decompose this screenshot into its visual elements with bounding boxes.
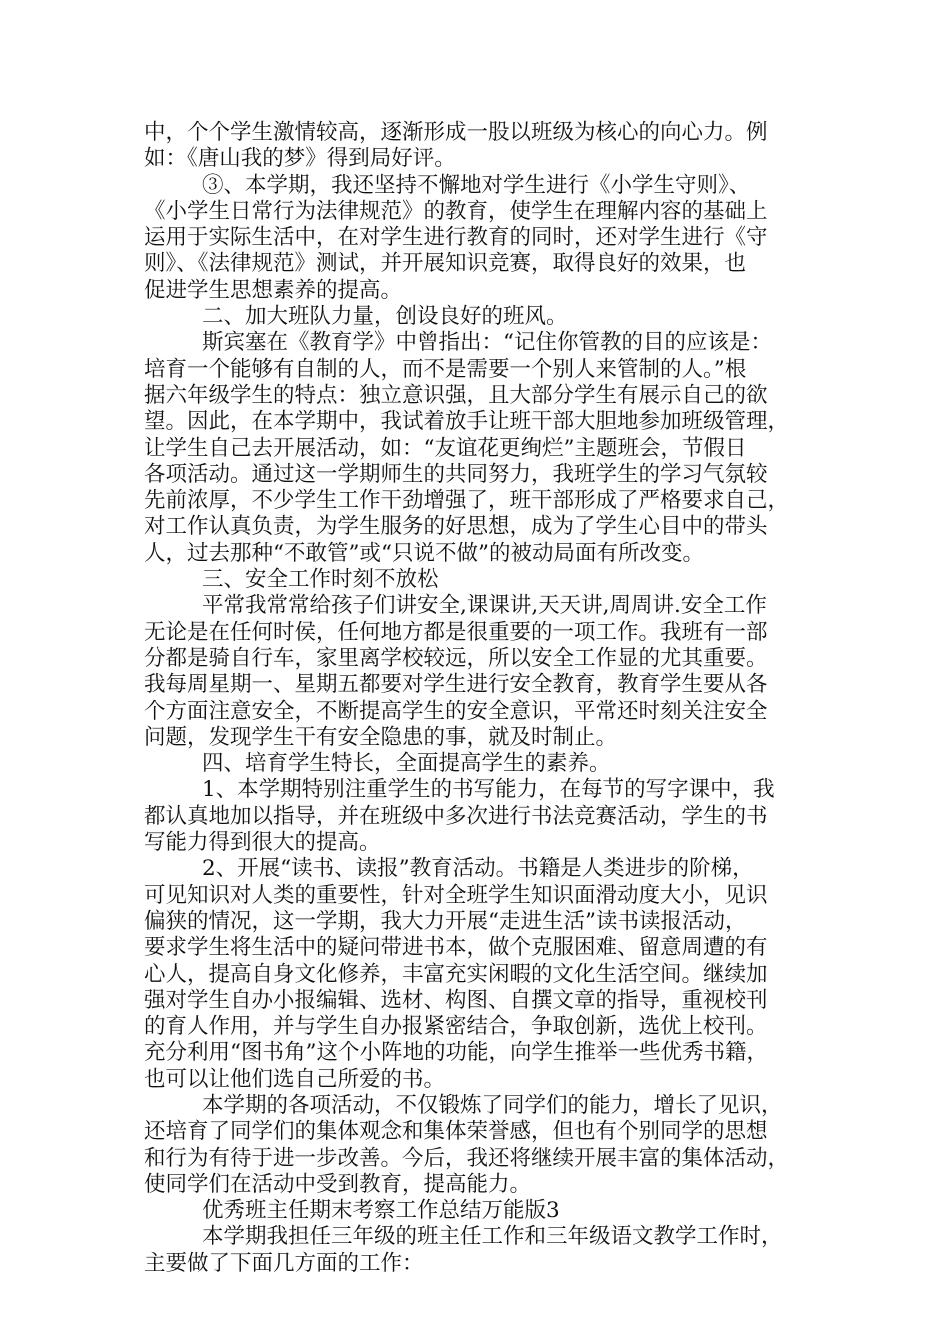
text-line: 二、加大班队力量，创设良好的班风。 [202,304,568,330]
text-line: 我每周星期一、星期五都要对学生进行安全教育，教育学生要从各 [144,672,768,698]
text-line: 如：《唐山我的梦》得到局好评。 [144,146,456,172]
text-line: 各项活动。通过这一学期师生的共同努力，我班学生的学习气氛较 [144,461,768,487]
text-line: 和行为有待于进一步改善。今后，我还将继续开展丰富的集体活动， [144,1145,790,1171]
text-line: 使同学们在活动中受到教育，提高能力。 [144,1171,532,1197]
text-line: 的育人作用，并与学生自办报紧密结合，争取创新，选优上校刊。 [144,1014,768,1040]
text-line: 人，过去那种“不敢管”或“只说不做”的被动局面有所改变。 [144,540,704,566]
text-line: 望。因此，在本学期中，我试着放手让班干部大胆地参加班级管理， [144,409,790,435]
text-line: 促进学生思想素养的提高。 [144,277,403,303]
text-line: 中，个个学生激情较高，逐渐形成一股以班级为核心的向心力。例 [144,120,768,145]
text-line: 强对学生自办小报编辑、选材、构图、自撰文章的指导，重视校刊 [144,987,768,1013]
text-line: 先前浓厚，不少学生工作干劲增强了，班干部形成了严格要求自己， [144,488,790,514]
text-line: 三、安全工作时刻不放松 [202,567,439,593]
text-line: 无论是在任何时侯，任何地方都是很重要的一项工作。我班有一部 [144,619,768,645]
text-line: 培育一个能够有自制的人，而不是需要一个别人来管制的人。”根 [144,356,747,382]
text-line: 还培育了同学们的集体观念和集体荣誉感，但也有个别同学的思想 [144,1119,768,1145]
text-line: 2、开展“读书、读报”教育活动。书籍是人类进步的阶梯， [202,856,754,882]
text-line: 《小学生日常行为法律规范》的教育，使学生在理解内容的基础上 [144,198,768,224]
text-line: 问题，发现学生干有安全隐患的事，就及时制止。 [144,724,618,750]
text-line: 平常我常常给孩子们讲安全,课课讲,天天讲,周周讲.安全工作 [202,593,767,619]
text-line: 偏狭的情况，这一学期，我大力开展“走进生活”读书读报活动， [144,908,747,934]
text-line: 充分利用“图书角”这个小阵地的功能，向学生推举一些优秀书籍， [144,1040,768,1066]
text-line: 本学期的各项活动，不仅锻炼了同学们的能力，增长了见识， [202,1092,783,1118]
text-line: 本学期我担任三年级的班主任工作和三年级语文教学工作时， [202,1224,783,1250]
text-line: 写能力得到很大的提高。 [144,830,381,856]
text-line: ③、本学期，我还坚持不懈地对学生进行《小学生守则》、 [202,172,751,198]
text-line: 可见知识对人类的重要性，针对全班学生知识面滑动度大小，见识 [144,882,768,908]
text-line: 据六年级学生的特点：独立意识强，且大部分学生有展示自己的欲 [144,382,768,408]
text-line: 心人，提高自身文化修养，丰富充实闲暇的文化生活空间。继续加 [144,961,768,987]
document-body [144,120,812,1277]
text-line: 斯宾塞在《教育学》中曾指出：“记住你管教的目的应该是： [202,330,772,356]
text-line: 运用于实际生活中，在对学生进行教育的同时，还对学生进行《守 [144,225,768,251]
text-line: 主要做了下面几方面的工作： [144,1250,424,1276]
text-line: 分都是骑自行车，家里离学校较远，所以安全工作显的尤其重要。 [144,645,768,671]
text-line: 也可以让他们选自己所爱的书。 [144,1066,446,1092]
text-line: 1、本学期特别注重学生的书写能力，在每节的写字课中，我 [202,777,775,803]
text-line: 个方面注意安全，不断提高学生的安全意识，平常还时刻关注安全 [144,698,768,724]
text-line: 要求学生将生活中的疑问带进书本，做个克服困难、留意周遭的有 [144,935,768,961]
text-line: 对工作认真负责，为学生服务的好思想，成为了学生心目中的带头 [144,514,768,540]
text-line: 优秀班主任期末考察工作总结万能版3 [202,1198,560,1224]
text-line: 让学生自己去开展活动，如：“友谊花更绚烂”主题班会，节假日 [144,435,747,461]
text-line: 四、培育学生特长，全面提高学生的素养。 [202,751,611,777]
text-line: 都认真地加以指导，并在班级中多次进行书法竞赛活动，学生的书 [144,803,768,829]
text-line: 则》、《法律规范》测试，并开展知识竞赛，取得良好的效果，也 [144,251,747,277]
